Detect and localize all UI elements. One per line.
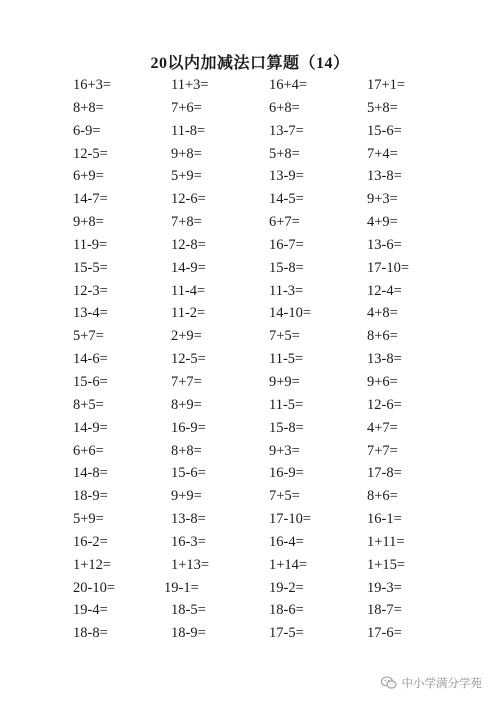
problem-cell: 12-6= [367, 396, 402, 413]
problem-cell: 11-2= [171, 305, 206, 322]
problem-cell: 1+12= [73, 556, 112, 573]
problem-cell: 12-8= [171, 236, 206, 253]
problem-cell: 14-7= [73, 191, 108, 208]
problem-cell: 11-8= [171, 122, 206, 139]
problem-cell: 9+8= [171, 145, 202, 162]
page-title: 20以内加减法口算题（14） [150, 55, 350, 72]
problem-cell: 6+6= [73, 442, 104, 459]
problem-cell: 8+9= [171, 396, 202, 413]
problem-cell: 11-5= [269, 351, 304, 368]
problem-cell: 16-7= [269, 236, 304, 253]
problem-cell: 6-9= [73, 122, 101, 139]
problem-cell: 16-2= [73, 533, 108, 550]
problem-cell: 12-5= [171, 351, 206, 368]
problem-cell: 16-9= [269, 465, 304, 482]
problem-cell: 4+7= [367, 419, 398, 436]
problem-cell: 13-8= [367, 168, 402, 185]
problem-cell: 16+3= [73, 77, 112, 93]
problem-cell: 7+7= [367, 442, 398, 459]
problem-cell: 14-8= [73, 465, 108, 482]
problem-cell: 11+3= [171, 77, 209, 93]
problem-cell: 18-8= [73, 625, 108, 642]
problem-cell: 17-10= [367, 259, 410, 276]
problem-cell: 9+6= [367, 373, 398, 390]
problem-grid [73, 74, 465, 645]
problem-cell: 2+9= [171, 328, 202, 345]
problem-cell: 9+3= [269, 442, 300, 459]
problem-cell: 14-10= [269, 305, 312, 322]
problem-cell: 15-6= [171, 465, 206, 482]
problem-cell: 11-5= [269, 396, 304, 413]
problem-cell: 16+4= [269, 77, 308, 93]
problem-cell: 17-8= [367, 465, 402, 482]
problem-cell: 20-10= [73, 579, 116, 596]
problem-cell: 14-9= [171, 259, 206, 276]
problem-cell: 5+8= [367, 99, 398, 116]
problem-cell: 1+11= [367, 533, 405, 550]
problem-cell: 7+6= [171, 99, 202, 116]
problem-cell: 15-6= [73, 373, 108, 390]
problem-cell: 6+7= [269, 214, 300, 231]
watermark-text: 中小学满分学苑 [401, 676, 482, 690]
problem-cell: 11-9= [73, 236, 108, 253]
problem-cell: 17+1= [367, 77, 406, 93]
problem-cell: 18-5= [171, 602, 206, 619]
problem-cell: 19-4= [73, 602, 108, 619]
problem-cell: 5+7= [73, 328, 104, 345]
problem-cell: 17-5= [269, 625, 304, 642]
wechat-icon [381, 676, 397, 690]
problem-cell: 9+9= [171, 488, 202, 505]
problem-cell: 9+9= [269, 373, 300, 390]
problem-cell: 15-6= [367, 122, 402, 139]
problem-cell: 17-10= [269, 511, 312, 528]
problem-cell: 17-6= [367, 625, 402, 642]
problem-cell: 19-3= [367, 579, 402, 596]
problem-cell: 6+9= [73, 168, 104, 185]
problem-cell: 13-8= [171, 511, 206, 528]
watermark [381, 675, 483, 691]
problem-cell: 1+15= [367, 556, 406, 573]
problem-cell: 15-8= [269, 259, 304, 276]
problem-cell: 14-9= [73, 419, 108, 436]
problem-cell: 18-9= [171, 625, 206, 642]
problem-cell: 9+8= [73, 214, 104, 231]
problem-cell: 11-3= [269, 282, 304, 299]
problem-cell: 8+6= [367, 488, 398, 505]
problem-cell: 13-7= [269, 122, 304, 139]
problem-cell: 8+8= [73, 99, 104, 116]
problem-cell: 9+3= [367, 191, 398, 208]
problem-cell: 12-5= [73, 145, 108, 162]
problem-cell: 1+14= [269, 556, 308, 573]
problem-cell: 7+5= [269, 488, 300, 505]
problem-cell: 12-6= [171, 191, 206, 208]
problem-cell: 16-1= [367, 511, 402, 528]
problem-cell: 5+9= [171, 168, 202, 185]
problem-cell: 13-9= [269, 168, 304, 185]
problem-cell: 16-9= [171, 419, 206, 436]
problem-cell: 19-1= [164, 579, 199, 596]
problem-cell: 6+8= [269, 99, 300, 116]
problem-cell: 13-4= [73, 305, 108, 322]
problem-cell: 8+8= [171, 442, 202, 459]
problem-cell: 18-6= [269, 602, 304, 619]
problem-cell: 7+8= [171, 214, 202, 231]
problem-cell: 14-6= [73, 351, 108, 368]
problem-cell: 8+6= [367, 328, 398, 345]
problem-cell: 19-2= [269, 579, 304, 596]
problem-cell: 15-5= [73, 259, 108, 276]
problem-cell: 7+4= [367, 145, 398, 162]
problem-cell: 8+5= [73, 396, 104, 413]
problem-cell: 5+8= [269, 145, 300, 162]
problem-cell: 18-7= [367, 602, 402, 619]
problem-cell: 7+7= [171, 373, 202, 390]
problem-cell: 5+9= [73, 511, 104, 528]
problem-cell: 4+9= [367, 214, 398, 231]
problem-cell: 4+8= [367, 305, 398, 322]
problem-cell: 14-5= [269, 191, 304, 208]
problem-cell: 12-4= [367, 282, 402, 299]
problem-cell: 12-3= [73, 282, 108, 299]
problem-cell: 16-3= [171, 533, 206, 550]
problem-cell: 11-4= [171, 282, 206, 299]
problem-cell: 16-4= [269, 533, 304, 550]
problem-cell: 13-6= [367, 236, 402, 253]
problem-cell: 15-8= [269, 419, 304, 436]
problem-cell: 1+13= [171, 556, 210, 573]
problem-cell: 18-9= [73, 488, 108, 505]
problem-cell: 7+5= [269, 328, 300, 345]
problem-cell: 13-8= [367, 351, 402, 368]
